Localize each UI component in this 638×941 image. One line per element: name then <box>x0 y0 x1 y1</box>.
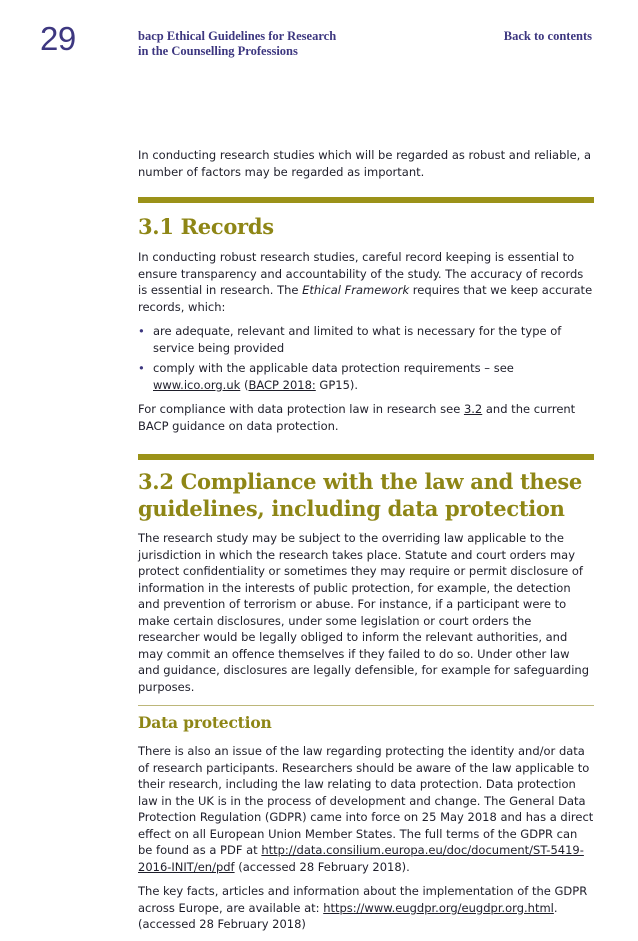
bacp-2018-ref-link[interactable]: BACP 2018: <box>248 377 316 392</box>
section-3-2-link[interactable]: 3.2 <box>463 402 483 416</box>
gdpr-pdf-link[interactable]: http://data.consilium.europa.eu/doc/document/ST-5419-2016-INIT/en/pdf <box>138 843 584 874</box>
subsection-divider <box>138 705 594 706</box>
list-item <box>138 323 594 356</box>
compliance-paragraph <box>138 401 594 434</box>
ethical-framework-title: Ethical Framework <box>302 283 410 297</box>
compliance-text-2: and the current BACP guidance on data protection. <box>138 402 576 433</box>
data-protection-paragraph-1 <box>138 743 594 875</box>
back-to-contents-link[interactable]: Back to contents <box>503 29 592 43</box>
list-item <box>138 360 594 393</box>
accessed-date-1: (accessed 28 February 2018). <box>234 859 410 874</box>
section-divider-3-2 <box>138 454 594 460</box>
data-protection-paragraph-2 <box>138 883 594 933</box>
document-title-line1: bacp Ethical Guidelines for Research <box>138 29 337 43</box>
records-paragraph <box>138 249 594 315</box>
intro-paragraph: In conducting research studies which will be regarded as robust and reliable, a number of factors may be regarded as important. <box>138 148 591 179</box>
bullet-1-text: are adequate, relevant and limited to what is necessary for the type of service being provided <box>153 324 562 355</box>
data-protection-text-2: The key facts, articles and information about the implementation of the GDPR across Europe, are available at: <box>138 884 588 915</box>
section-divider-3-1 <box>138 197 594 203</box>
section-heading-3-2: 3.2 Compliance with the law and these guidelines, including data protection <box>138 469 582 521</box>
data-protection-heading: Data protection <box>138 713 272 732</box>
document-title-line2: in the Counselling Professions <box>138 44 298 58</box>
records-text-2: requires that we keep accurate records, which: <box>138 283 593 314</box>
compliance-text-1: For compliance with data protection law in research see <box>138 402 464 416</box>
section-heading-3-1: 3.1 Records <box>138 214 274 239</box>
document-title <box>138 29 378 59</box>
bullet-2-end: GP15). <box>315 377 359 392</box>
page-content <box>138 147 594 941</box>
records-text-1: In conducting robust research studies, careful record keeping is essential to ensure transparency and accountability of the study. The accuracy of records is essential in research. The <box>138 250 584 297</box>
accessed-date-2: . (accessed 28 February 2018) <box>138 900 558 931</box>
records-list <box>138 323 594 393</box>
eugdpr-link[interactable]: https://www.eugdpr.org/eugdpr.org.html <box>323 900 554 915</box>
data-protection-text-1: There is also an issue of the law regarding protecting the identity and/or data of research participants. Researchers should be aware of the law applicable to their research, including the law relating to data protection. Data protection law in the UK is in the process of development and change. The General Data Protection Regulation (GDPR) came into force on 25 May 2018 and has a direct effect on all European Union Member States. The full terms of the GDPR can be found as a PDF at <box>138 744 594 857</box>
ico-link[interactable]: www.ico.org.uk <box>153 377 241 392</box>
law-paragraph: The research study may be subject to the overriding law applicable to the jurisdiction in which the research takes place. Statute and court orders may protect confidentiality or sometimes they may require or permit disclosure of information in the interests of public protection, for example, the detection and prevention of terrorism or abuse. For instance, if a participant were to make certain disclosures, under some legislation or court orders the researcher would be legally obliged to inform the relevant authorities, and may commit an offence themselves if they failed to do so. Under other law and guidance, disclosures are legally defensible, for example for safeguarding purposes. <box>138 531 590 694</box>
page-number: 29 <box>40 20 76 57</box>
bullet-2-text: comply with the applicable data protection requirements – see <box>153 361 514 375</box>
bullet-2-paren: ( <box>240 377 249 392</box>
